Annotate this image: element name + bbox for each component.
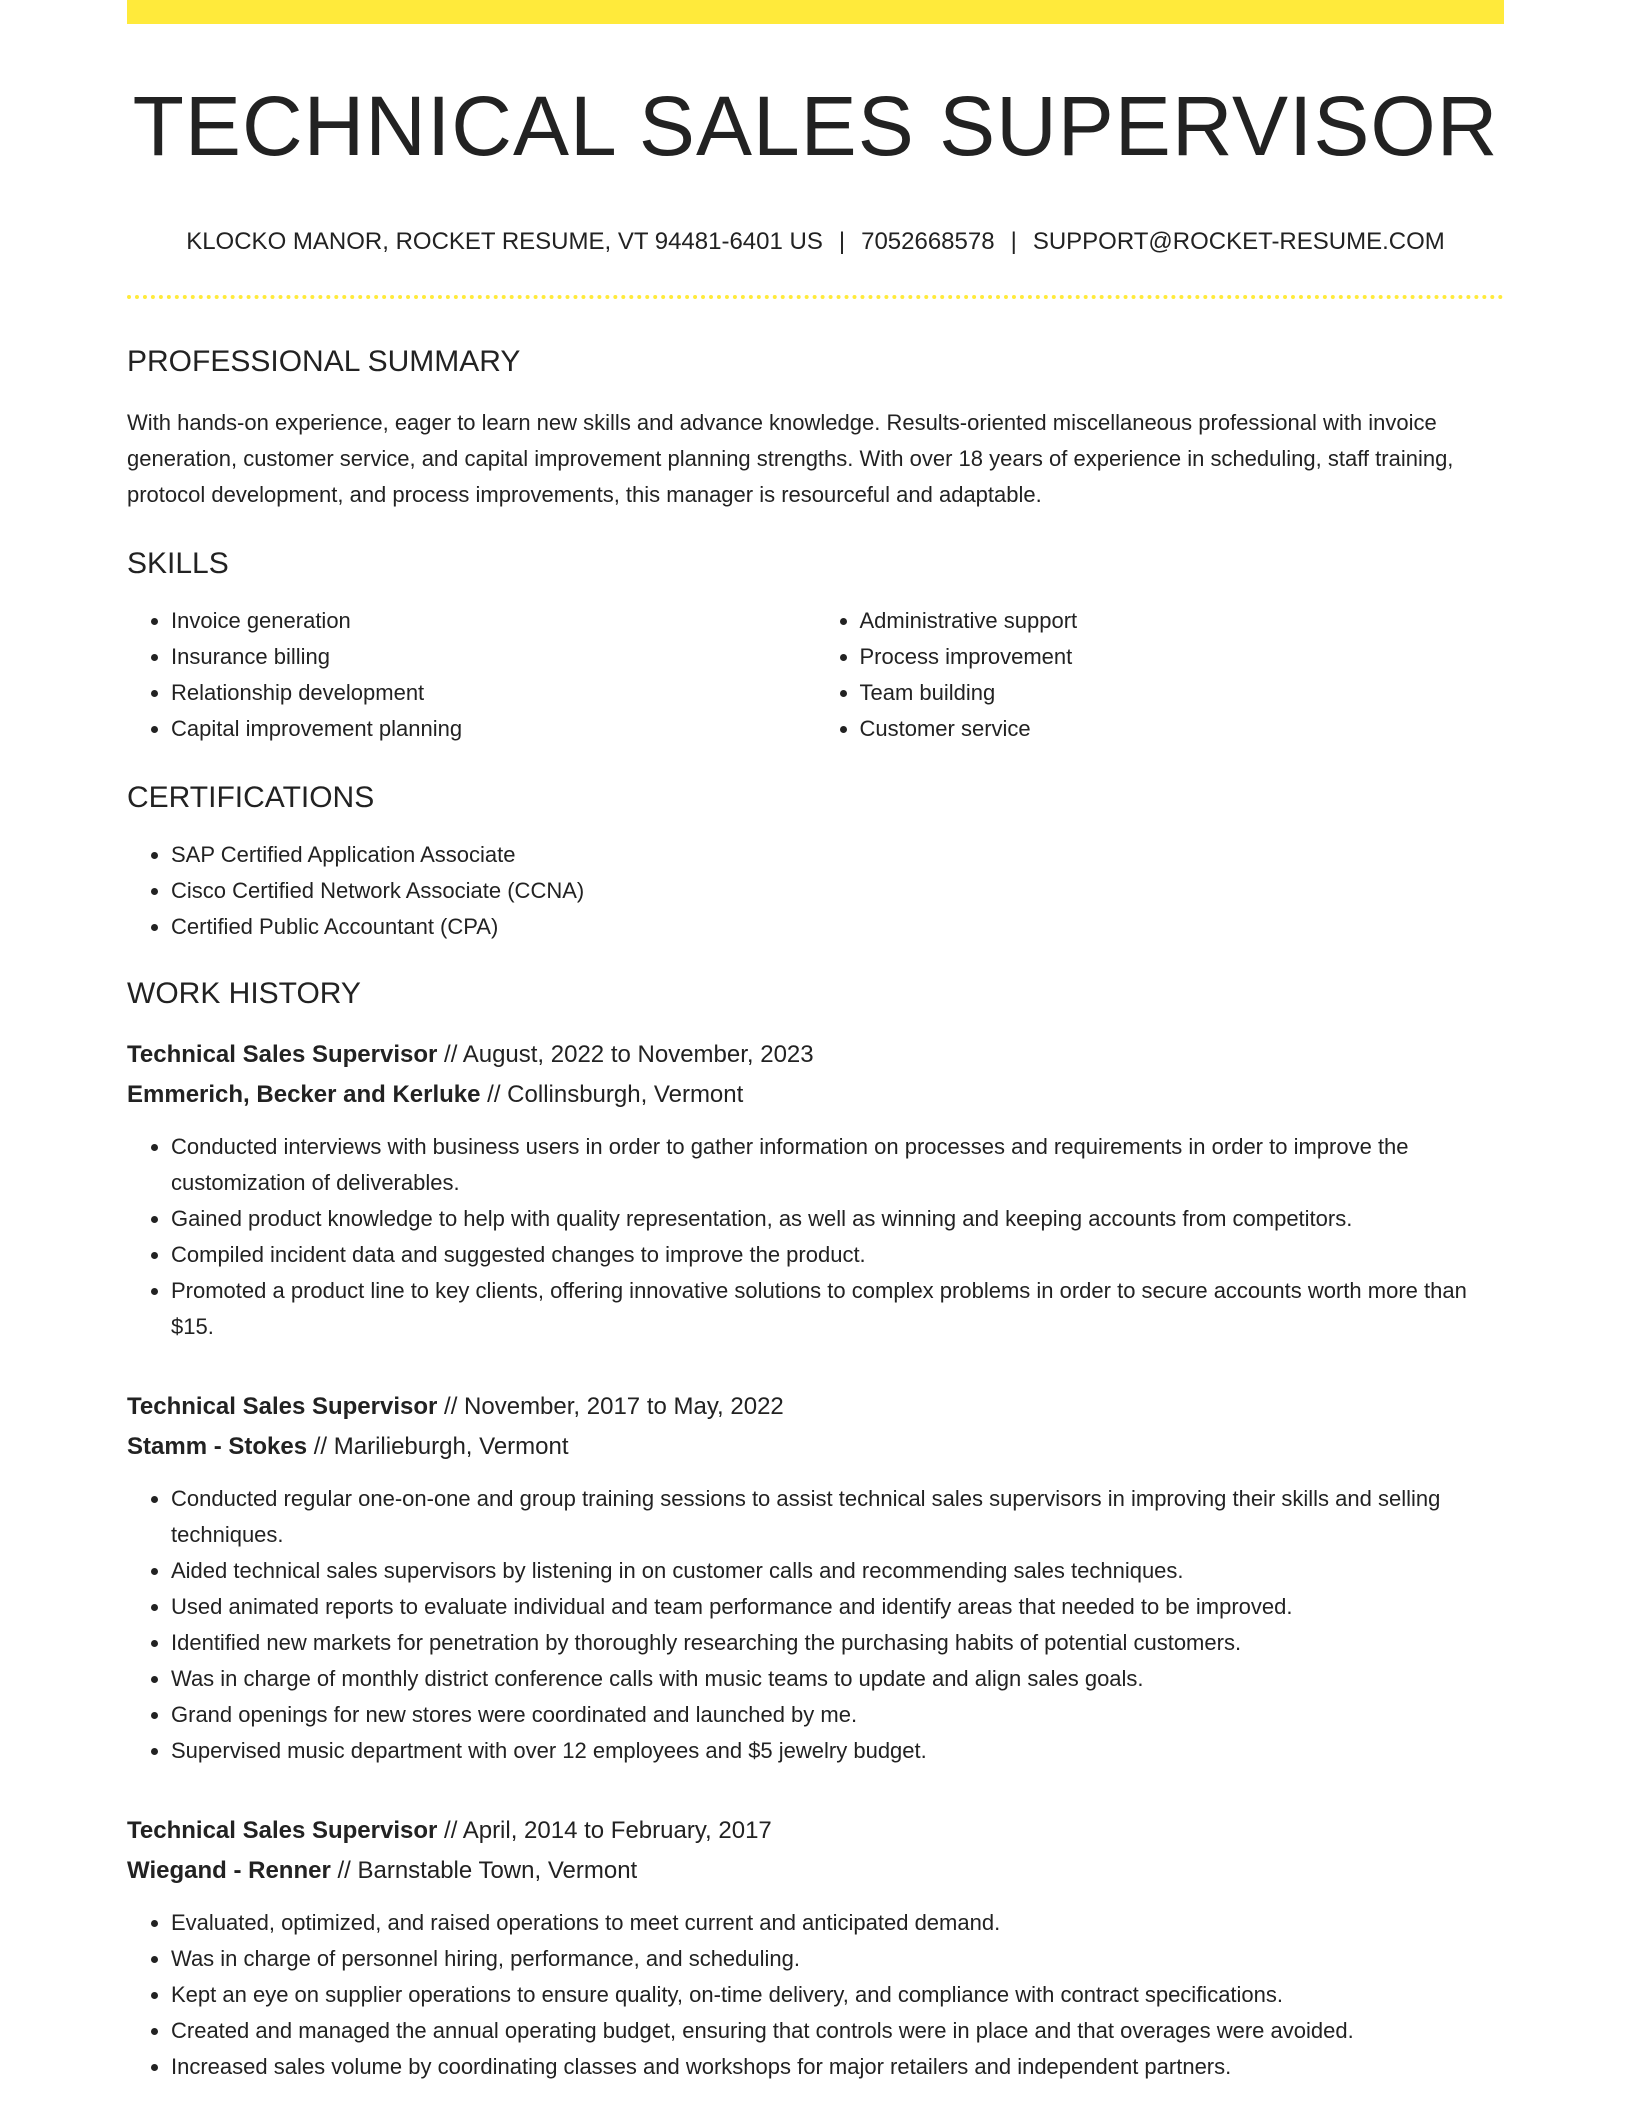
summary-heading: PROFESSIONAL SUMMARY xyxy=(127,345,521,378)
job-bullet: • Compiled incident data and suggested changes to improve the product. xyxy=(171,1237,1504,1273)
certification-item: • Certified Public Accountant (CPA) xyxy=(171,909,1504,945)
skill-item: • Relationship development xyxy=(171,675,816,711)
certifications-list xyxy=(127,837,1504,945)
job-role: Technical Sales Supervisor xyxy=(127,1041,438,1068)
certifications-heading: CERTIFICATIONS xyxy=(127,781,375,814)
job-role-line xyxy=(127,1811,1504,1851)
job-bullet: • Evaluated, optimized, and raised operations to meet current and anticipated demand. xyxy=(171,1905,1504,1941)
job-entry xyxy=(127,1035,1504,1345)
job-location: // Collinsburgh, Vermont xyxy=(487,1081,744,1108)
skills-list-right xyxy=(816,603,1505,747)
job-bullet: • Identified new markets for penetration by thoroughly researching the purchasing habits of potential customers. xyxy=(171,1625,1504,1661)
candidate-title: TECHNICAL SALES SUPERVISOR xyxy=(132,79,1499,173)
job-bullets xyxy=(127,1481,1504,1769)
job-company: Emmerich, Becker and Kerluke xyxy=(127,1081,481,1108)
skill-item: • Team building xyxy=(860,675,1505,711)
certification-item: • SAP Certified Application Associate xyxy=(171,837,1504,873)
job-company: Stamm - Stokes xyxy=(127,1433,308,1460)
job-dates: // August, 2022 to November, 2023 xyxy=(444,1041,814,1068)
job-company-line xyxy=(127,1851,1504,1891)
summary-text: With hands-on experience, eager to learn new skills and advance knowledge. Results-oriented miscellaneous professional with invoice generation, customer service, and capital improvement planning strengths. With over 18 years of experience in scheduling, staff training, protocol development, and process improvements, this manager is resourceful and adaptable. xyxy=(127,410,1454,507)
job-bullets xyxy=(127,1905,1504,2085)
job-role-line xyxy=(127,1035,1504,1075)
job-bullet: • Used animated reports to evaluate individual and team performance and identify areas that needed to be improved. xyxy=(171,1589,1504,1625)
contact-separator: | xyxy=(1010,228,1017,255)
job-bullet: • Kept an eye on supplier operations to ensure quality, on-time delivery, and compliance with contract specifications. xyxy=(171,1977,1504,2013)
job-bullet: • Was in charge of personnel hiring, performance, and scheduling. xyxy=(171,1941,1504,1977)
skill-item: • Invoice generation xyxy=(171,603,816,639)
job-bullet: • Conducted regular one-on-one and group training sessions to assist technical sales supervisors in improving their skills and selling techniques. xyxy=(171,1481,1504,1553)
skills-heading: SKILLS xyxy=(127,547,229,580)
job-role-line xyxy=(127,1387,1504,1427)
contact-phone: 7052668578 xyxy=(861,228,995,255)
skill-item: • Capital improvement planning xyxy=(171,711,816,747)
job-company-line xyxy=(127,1427,1504,1467)
job-dates: // April, 2014 to February, 2017 xyxy=(444,1817,772,1844)
job-company: Wiegand - Renner xyxy=(127,1857,331,1884)
job-bullet: • Increased sales volume by coordinating classes and workshops for major retailers and independent partners. xyxy=(171,2049,1504,2085)
job-bullets xyxy=(127,1129,1504,1345)
skills-grid xyxy=(127,603,1504,747)
resume-page xyxy=(127,0,1504,2085)
job-entry xyxy=(127,1387,1504,1769)
accent-top-bar xyxy=(127,0,1504,24)
contact-separator: | xyxy=(838,228,846,255)
job-location: // Marilieburgh, Vermont xyxy=(313,1433,569,1460)
job-role: Technical Sales Supervisor xyxy=(127,1817,438,1844)
skill-item: • Administrative support xyxy=(860,603,1505,639)
contact-email: SUPPORT@ROCKET-RESUME.COM xyxy=(1032,228,1445,255)
skill-item: • Process improvement xyxy=(860,639,1505,675)
job-bullet: • Gained product knowledge to help with quality representation, as well as winning and keeping accounts from competitors. xyxy=(171,1201,1504,1237)
job-bullet: • Created and managed the annual operating budget, ensuring that controls were in place and that overages were avoided. xyxy=(171,2013,1504,2049)
job-location: // Barnstable Town, Vermont xyxy=(337,1857,638,1884)
job-dates: // November, 2017 to May, 2022 xyxy=(444,1393,784,1420)
contact-line xyxy=(127,230,1504,254)
skill-item: • Insurance billing xyxy=(171,639,816,675)
certification-item: • Cisco Certified Network Associate (CCNA) xyxy=(171,873,1504,909)
job-company-line xyxy=(127,1075,1504,1115)
job-bullet: • Grand openings for new stores were coordinated and launched by me. xyxy=(171,1697,1504,1733)
job-role: Technical Sales Supervisor xyxy=(127,1393,438,1420)
dotted-divider xyxy=(127,295,1504,299)
work-history-heading: WORK HISTORY xyxy=(127,977,361,1010)
job-bullet: • Promoted a product line to key clients, offering innovative solutions to complex problems in order to secure accounts worth more than $15. xyxy=(171,1273,1504,1345)
contact-address: KLOCKO MANOR, ROCKET RESUME, VT 94481-6401 US xyxy=(186,228,823,255)
job-bullet: • Was in charge of monthly district conference calls with music teams to update and align sales goals. xyxy=(171,1661,1504,1697)
job-bullet: • Supervised music department with over 12 employees and $5 jewelry budget. xyxy=(171,1733,1504,1769)
job-bullet: • Aided technical sales supervisors by listening in on customer calls and recommending sales techniques. xyxy=(171,1553,1504,1589)
job-entry xyxy=(127,1811,1504,2085)
skills-list-left xyxy=(127,603,816,747)
job-bullet: • Conducted interviews with business users in order to gather information on processes and requirements in order to improve the customization of deliverables. xyxy=(171,1129,1504,1201)
skill-item: • Customer service xyxy=(860,711,1505,747)
